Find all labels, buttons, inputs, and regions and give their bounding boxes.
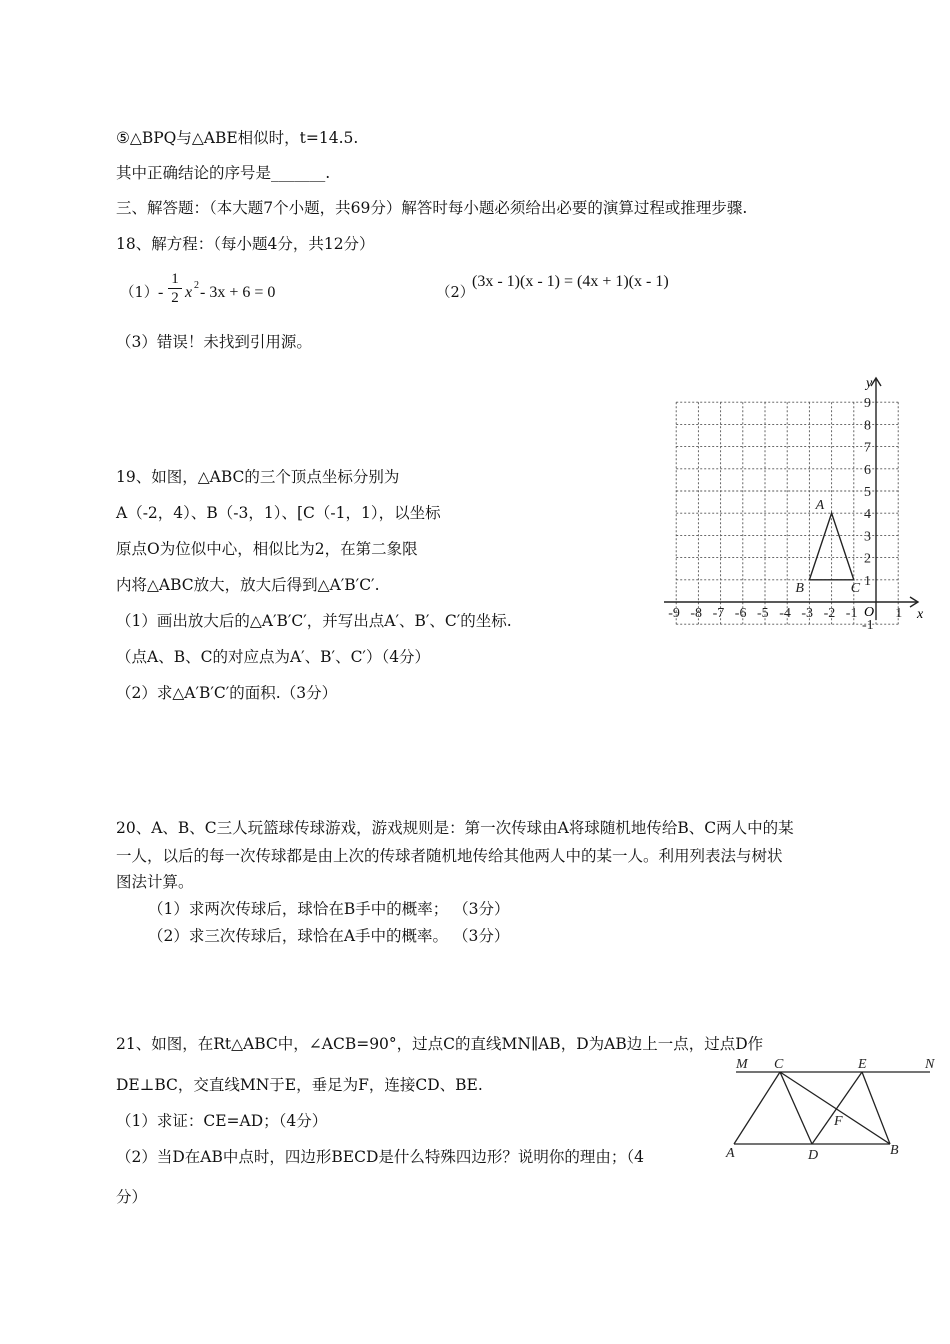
q19-line-1: 19、如图，△ABC的三个顶点坐标分别为: [116, 468, 400, 486]
q18-part1-exponent: 2: [194, 280, 199, 291]
label-c: C: [774, 1057, 784, 1072]
point-label-a: A: [815, 498, 825, 514]
x-axis-label: x: [917, 607, 924, 622]
y-tick-label: 2: [864, 551, 871, 567]
y-tick-label: 4: [864, 507, 871, 523]
y-tick-label: -1: [862, 618, 874, 634]
q18-part2-label: （2）: [436, 285, 475, 301]
label-m: M: [736, 1057, 748, 1072]
q19-line-2: A（-2，4）、B（-3，1）、[C（-1，1），以坐标: [116, 504, 441, 522]
q20-line-2: 一人，以后的每一次传球都是由上次的传球者随机地传给其他两人中的某一人。利用列表法与树状: [116, 847, 783, 865]
x-tick-label: -7: [712, 606, 725, 621]
y-tick-label: 1: [864, 573, 871, 589]
q20-line-1: 20、A、B、C三人玩篮球传球游戏，游戏规则是：第一次传球由A将球随机地传给B、C两人中的某: [116, 819, 794, 837]
q19-part1: （1）画出放大后的△A′B′C′，并写出点A′、B′、C′的坐标.: [116, 612, 512, 630]
q21-part2: （2）当D在AB中点时，四边形BECD是什么特殊四边形？说明你的理由；（4: [116, 1148, 644, 1166]
q18-part2-equation: (3x - 1)(x - 1) = (4x + 1)(x - 1): [472, 273, 669, 290]
x-tick-label: -2: [823, 606, 836, 621]
y-tick-label: 6: [864, 462, 871, 478]
fraction-denominator: 2: [171, 290, 179, 306]
q18-part1-tail: - 3x + 6 = 0: [200, 284, 276, 301]
segment-ac: [734, 1072, 780, 1144]
q19-line-4: 内将△ABC放大，放大后得到△A′B′C′.: [116, 576, 380, 594]
q19-coordinate-graph: [660, 372, 930, 634]
x-tick-label: -1: [845, 606, 858, 621]
q19-line-3: 原点O为位似中心，相似比为2，在第二象限: [116, 540, 418, 558]
q20-part2: （2）求三次传球后，球恰在A手中的概率。 （3分）: [148, 927, 510, 945]
q17-conclusion-5: ⑤△BPQ与△ABE相似时，t=14.5.: [116, 129, 359, 147]
section-3-header: 三、解答题：（本大题7个小题，共69分）解答时每小题必须给出必要的演算过程或推理步骤.: [116, 199, 748, 217]
fraction-bar: [168, 288, 182, 289]
y-tick-label: 3: [864, 529, 871, 545]
x-tick-label: -4: [779, 606, 791, 621]
label-b: B: [890, 1143, 899, 1158]
point-label-c: C: [850, 580, 861, 596]
q18-part1-fraction: [168, 271, 182, 306]
x-tick-label: -3: [801, 606, 814, 621]
segment-eb: [862, 1072, 890, 1144]
x-tick-label: -8: [690, 606, 703, 621]
q21-line-2: DE⊥BC，交直线MN于E，垂足为F，连接CD、BE.: [116, 1076, 483, 1094]
y-tick-label: 9: [864, 396, 871, 412]
q18-part1-label: （1）: [120, 285, 159, 301]
y-axis-label: y: [866, 376, 873, 391]
x-tick-label: -6: [734, 606, 747, 621]
q20-part1: （1）求两次传球后，球恰在B手中的概率； （3分）: [148, 900, 510, 918]
point-label-b: B: [795, 580, 804, 596]
x-tick-label: 1: [895, 606, 903, 621]
x-tick-label: -9: [668, 606, 680, 621]
q21-part1: （1）求证：CE=AD；（4分）: [116, 1112, 328, 1130]
origin-label: O: [864, 605, 875, 620]
q18-part1-minus: -: [158, 284, 164, 301]
label-f: F: [834, 1114, 843, 1129]
q21-line-1: 21、如图，在Rt△ABC中，∠ACB=90°，过点C的直线MN∥AB，D为AB边上一点，过点D作: [116, 1035, 764, 1053]
q18-title: 18、解方程：（每小题4分，共12分）: [116, 235, 375, 253]
x-tick-label: -5: [757, 606, 769, 621]
y-tick-label: 5: [864, 485, 871, 500]
label-d: D: [808, 1148, 819, 1163]
q18-part3: （3）错误！未找到引用源。: [116, 333, 312, 351]
label-a: A: [726, 1146, 735, 1161]
q19-part1-note: （点A、B、C的对应点为A′、B′、C′）（4分）: [116, 648, 431, 666]
segment-de: [812, 1072, 862, 1144]
q21-geometry-figure: [722, 1052, 942, 1164]
y-tick-label: 8: [864, 418, 871, 434]
y-tick-label: 7: [864, 440, 871, 456]
axes: [664, 378, 918, 620]
q19-part2: （2）求△A′B′C′的面积.（3分）: [116, 684, 338, 702]
label-n: N: [925, 1057, 935, 1072]
label-e: E: [858, 1057, 867, 1072]
q20-line-3: 图法计算。: [116, 873, 194, 891]
fraction-numerator: 1: [171, 271, 179, 287]
q18-part1-x: x: [185, 284, 193, 301]
q21-part2-continued: 分）: [116, 1188, 148, 1206]
q17-fill-blank: 其中正确结论的序号是_______.: [116, 164, 331, 182]
